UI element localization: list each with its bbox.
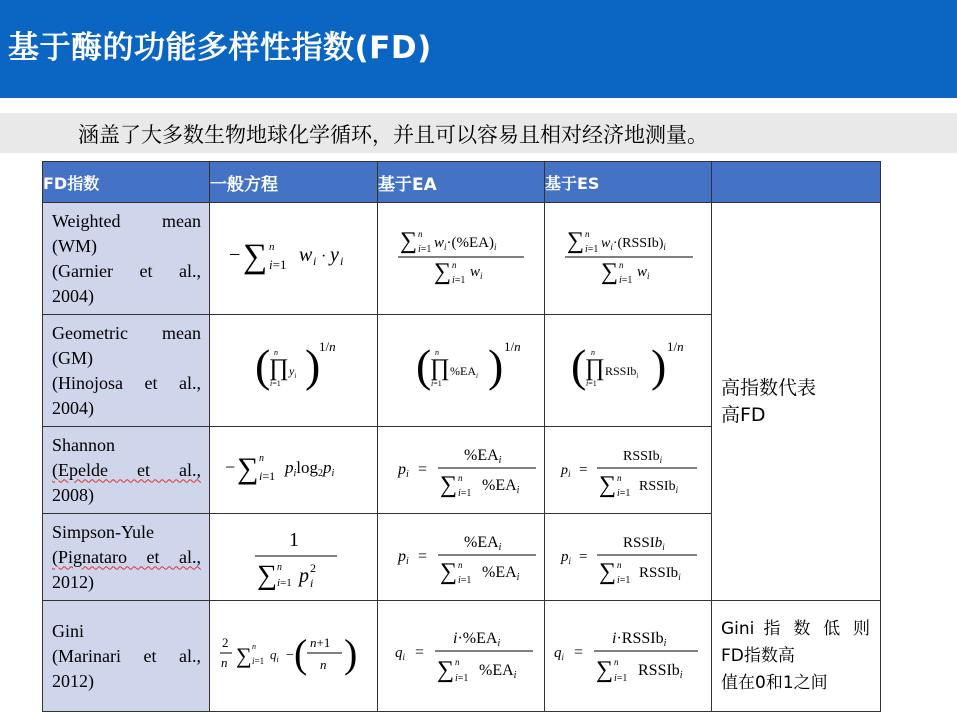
svg-text:∏: ∏ bbox=[585, 355, 605, 381]
svg-text:∑: ∑ bbox=[567, 228, 585, 254]
svg-text:1/n: 1/n bbox=[318, 339, 336, 354]
svg-text:RSSIbi: RSSIb$_i$ bbox=[623, 534, 665, 552]
svg-text:∑: ∑ bbox=[599, 558, 617, 585]
svg-text:∑: ∑ bbox=[235, 642, 252, 668]
svg-text:1/n: 1/n bbox=[667, 339, 684, 354]
svg-text:i=1: i=1 bbox=[458, 574, 472, 585]
svg-text:i=1: i=1 bbox=[586, 379, 597, 388]
formula-cell bbox=[210, 315, 378, 427]
index-name: Gini bbox=[52, 620, 85, 641]
index-ref-year: 2012) bbox=[52, 571, 94, 592]
svg-text:pi: pi bbox=[398, 460, 409, 480]
svg-text:n: n bbox=[585, 229, 590, 239]
shannon-es-formula bbox=[553, 438, 703, 498]
formula-cell bbox=[378, 514, 545, 601]
note-gini-line3: 值在0和1之间 bbox=[721, 672, 828, 693]
svg-text:qi: $q_i$ bbox=[269, 646, 279, 664]
svg-text:wi·(%EA)i: $w_i\cdot(\%EA)_i$ bbox=[434, 235, 497, 252]
svg-text:=: = bbox=[415, 643, 425, 661]
svg-text:n: n bbox=[268, 241, 274, 253]
svg-text:=: = bbox=[418, 547, 428, 565]
index-ref-year: 2004) bbox=[52, 285, 94, 306]
svg-text:n: n bbox=[455, 656, 460, 667]
svg-text:i=1: i=1 bbox=[458, 487, 472, 498]
svg-text:i=1: i=1 bbox=[431, 379, 442, 388]
svg-text:·: · bbox=[320, 248, 326, 265]
note-gini-line2: FD指数高 bbox=[721, 645, 795, 666]
svg-text:i=1: i=1 bbox=[617, 574, 631, 585]
fd-index-table bbox=[42, 161, 881, 712]
simpson-general-formula bbox=[219, 520, 369, 590]
index-ref-year: 2008) bbox=[52, 484, 94, 505]
formula-cell bbox=[545, 315, 712, 427]
gm-ea-formula bbox=[386, 333, 536, 403]
formula-cell bbox=[210, 427, 378, 514]
svg-text:n: n bbox=[220, 654, 227, 670]
svg-text:=: = bbox=[418, 460, 428, 478]
svg-text:∏: ∏ bbox=[430, 355, 450, 381]
svg-text:yi: $y_i$ bbox=[288, 364, 296, 380]
header-ea-based: 基于EA bbox=[378, 162, 545, 203]
svg-text:=: = bbox=[579, 461, 588, 478]
header-es-based: 基于ES bbox=[545, 162, 712, 203]
svg-text:1: 1 bbox=[288, 528, 299, 551]
svg-text:%EAi: %EAi bbox=[482, 563, 520, 583]
svg-text:RSSIbi: RSSIb$_i$ bbox=[639, 564, 681, 582]
index-abbr: (WM) bbox=[52, 235, 97, 256]
wm-es-formula bbox=[553, 225, 703, 287]
slide-subtitle: 涵盖了大多数生物地球化学循环，并且可以容易且相对经济地测量。 bbox=[78, 123, 708, 147]
wm-ea-formula bbox=[386, 225, 536, 287]
gini-ea-formula bbox=[381, 619, 541, 689]
svg-text:n: n bbox=[617, 472, 622, 483]
svg-text:n: n bbox=[319, 656, 326, 672]
svg-text:y: y bbox=[329, 244, 339, 266]
svg-text:(: ( bbox=[571, 340, 587, 391]
index-ref-year: 2004) bbox=[52, 397, 94, 418]
formula-cell bbox=[378, 427, 545, 514]
svg-text:): ) bbox=[488, 340, 504, 391]
svg-text:pi: $p_i$ bbox=[561, 462, 571, 479]
index-name-cell bbox=[43, 427, 210, 514]
index-name-cell bbox=[43, 203, 210, 315]
index-name: Simpson-Yule bbox=[52, 521, 155, 542]
svg-text:n: n bbox=[452, 260, 457, 270]
svg-text:pilog2pi: pilog2pi bbox=[284, 457, 334, 479]
svg-text:n: n bbox=[251, 641, 256, 651]
formula-cell bbox=[545, 203, 712, 315]
formula-cell bbox=[210, 514, 378, 601]
table-row bbox=[43, 601, 881, 712]
index-ref bbox=[52, 545, 201, 570]
svg-text:∑: ∑ bbox=[434, 259, 452, 285]
svg-text:i: i bbox=[309, 575, 313, 590]
svg-text:RSSIbi: RSSIb$_i$ bbox=[623, 448, 663, 465]
gm-general-formula bbox=[219, 333, 369, 403]
header-notes bbox=[712, 162, 881, 203]
svg-text:RSSIbi: RSSIb$_i$ bbox=[639, 478, 679, 495]
note-high-line2: 高FD bbox=[721, 403, 766, 426]
gini-general-formula bbox=[214, 619, 374, 689]
index-name: Geometric mean bbox=[52, 322, 201, 343]
svg-text:−: − bbox=[285, 647, 294, 663]
svg-text:2: 2 bbox=[221, 634, 228, 650]
svg-text:n: n bbox=[435, 348, 439, 357]
svg-text:qi: $q_i$ bbox=[395, 644, 406, 662]
index-name: Weighted mean bbox=[52, 210, 201, 231]
index-name-cell bbox=[43, 514, 210, 601]
slide-title: 基于酶的功能多样性指数(FD) bbox=[8, 30, 432, 66]
simpson-ea-formula bbox=[386, 525, 536, 585]
svg-text:=: = bbox=[579, 548, 588, 565]
formula-cell bbox=[378, 601, 545, 712]
index-name: Shannon bbox=[52, 434, 115, 455]
svg-text:(: ( bbox=[416, 340, 432, 391]
svg-text:w: w bbox=[298, 244, 312, 266]
svg-text:i=1: i=1 bbox=[268, 257, 286, 272]
note-high-line1: 高指数代表 bbox=[721, 376, 817, 399]
svg-text:%EAi: %EAi bbox=[482, 476, 520, 496]
svg-text:n: n bbox=[258, 452, 264, 464]
svg-text:i: i bbox=[312, 254, 316, 268]
svg-text:−: − bbox=[228, 244, 240, 266]
svg-text:i=1: i=1 bbox=[418, 244, 432, 255]
note-cell-gini bbox=[712, 601, 881, 712]
table-header-row bbox=[43, 162, 881, 203]
index-abbr: (GM) bbox=[52, 347, 93, 368]
svg-text:i=1: i=1 bbox=[614, 672, 628, 684]
note-cell-high-index bbox=[712, 203, 881, 601]
svg-text:i=1: i=1 bbox=[452, 275, 466, 286]
formula-cell bbox=[545, 601, 712, 712]
svg-text:i=1: i=1 bbox=[455, 672, 469, 684]
svg-text:−: − bbox=[224, 456, 235, 477]
svg-text:pi: pi bbox=[398, 547, 409, 567]
index-name-cell bbox=[43, 601, 210, 712]
svg-text:2: 2 bbox=[309, 560, 316, 575]
index-ref: (Marinari et al., bbox=[52, 645, 201, 666]
svg-text:%EAi: $\%EA_i$ bbox=[450, 364, 478, 380]
gini-es-formula bbox=[548, 619, 708, 689]
svg-text:n: n bbox=[458, 559, 463, 570]
svg-text:n: n bbox=[619, 260, 624, 270]
index-ref: (Hinojosa et al., bbox=[52, 372, 201, 393]
svg-text:i=1: i=1 bbox=[251, 655, 264, 666]
svg-text:∑: ∑ bbox=[400, 228, 418, 254]
svg-text:i=1: i=1 bbox=[619, 275, 633, 286]
svg-text:(: ( bbox=[254, 340, 270, 391]
svg-text:%EAi: %EAi bbox=[479, 661, 517, 681]
svg-text:i=1: i=1 bbox=[617, 487, 631, 498]
formula-cell bbox=[378, 315, 545, 427]
svg-text:): ) bbox=[651, 340, 667, 391]
svg-text:p: p bbox=[298, 564, 309, 587]
svg-text:∑: ∑ bbox=[440, 558, 458, 585]
svg-text:i: i bbox=[339, 254, 343, 268]
index-ref-text: (Epelde et al., bbox=[52, 459, 201, 480]
svg-text:∑: ∑ bbox=[601, 259, 619, 285]
svg-text:%EAi: %EAi bbox=[464, 446, 502, 466]
shannon-general-formula bbox=[219, 443, 369, 493]
svg-text:1/n: 1/n bbox=[504, 339, 521, 354]
index-ref: (Garnier et al., bbox=[52, 260, 201, 281]
svg-text:=: = bbox=[574, 643, 584, 661]
svg-text:∏: ∏ bbox=[268, 355, 289, 381]
svg-text:wi: $w_i$ bbox=[637, 264, 650, 281]
svg-text:i=1: i=1 bbox=[276, 576, 292, 589]
svg-text:n: n bbox=[614, 656, 619, 667]
svg-text:pi: $p_i$ bbox=[561, 548, 572, 566]
wm-general-formula bbox=[219, 231, 369, 281]
svg-text:i=1: i=1 bbox=[585, 244, 599, 255]
formula-cell bbox=[545, 427, 712, 514]
svg-text:i·%EAi: i·%EAi bbox=[453, 629, 501, 649]
svg-text:RSSIbi: RSSIb$_i$ bbox=[605, 364, 639, 380]
header-general-equation: 一般方程 bbox=[210, 162, 378, 203]
index-ref-year: 2012) bbox=[52, 670, 94, 691]
gm-es-formula bbox=[553, 333, 703, 403]
svg-text:∑: ∑ bbox=[242, 238, 267, 275]
svg-text:∑: ∑ bbox=[596, 656, 614, 683]
svg-text:qi: $q_i$ bbox=[554, 644, 565, 662]
svg-text:∑: ∑ bbox=[437, 656, 455, 683]
shannon-ea-formula bbox=[386, 438, 536, 498]
formula-cell bbox=[545, 514, 712, 601]
svg-text:%EAi: %EAi bbox=[464, 533, 502, 553]
svg-text:n: n bbox=[273, 348, 278, 357]
formula-cell bbox=[378, 203, 545, 315]
svg-text:n: n bbox=[276, 561, 282, 573]
svg-text:∑: ∑ bbox=[599, 471, 617, 498]
svg-text:∑: ∑ bbox=[256, 559, 277, 590]
svg-text:i·RSSIbi: i·RSSIbi bbox=[612, 629, 667, 649]
svg-text:RSSIbi: RSSIbi bbox=[638, 661, 683, 681]
svg-text:∑: ∑ bbox=[440, 471, 458, 498]
svg-text:wi·(RSSIb)i: $w_i\cdot(RSSIb)_i$ bbox=[601, 236, 666, 252]
simpson-es-formula bbox=[553, 525, 703, 585]
svg-text:n: n bbox=[617, 559, 622, 570]
svg-text:wi: $w_i$ bbox=[470, 264, 483, 281]
svg-text:i=1: i=1 bbox=[258, 468, 275, 483]
index-ref-text: (Pignataro et al., bbox=[52, 546, 201, 567]
index-name-cell bbox=[43, 315, 210, 427]
svg-text:): ) bbox=[304, 340, 320, 391]
svg-text:(: ( bbox=[293, 630, 307, 676]
index-ref bbox=[52, 458, 201, 483]
svg-text:): ) bbox=[343, 630, 357, 676]
formula-cell bbox=[210, 601, 378, 712]
table-row bbox=[43, 203, 881, 315]
svg-text:i=1: i=1 bbox=[269, 379, 281, 388]
svg-text:n: n bbox=[591, 348, 595, 357]
svg-text:n: n bbox=[458, 472, 463, 483]
svg-text:n+1: n+1 bbox=[309, 634, 330, 650]
svg-text:∑: ∑ bbox=[236, 451, 258, 485]
note-gini-line1: Gini 指 数 低 则 bbox=[721, 618, 870, 639]
header-fd-index: FD指数 bbox=[43, 162, 210, 203]
formula-cell bbox=[210, 203, 378, 315]
svg-text:n: n bbox=[418, 229, 423, 239]
